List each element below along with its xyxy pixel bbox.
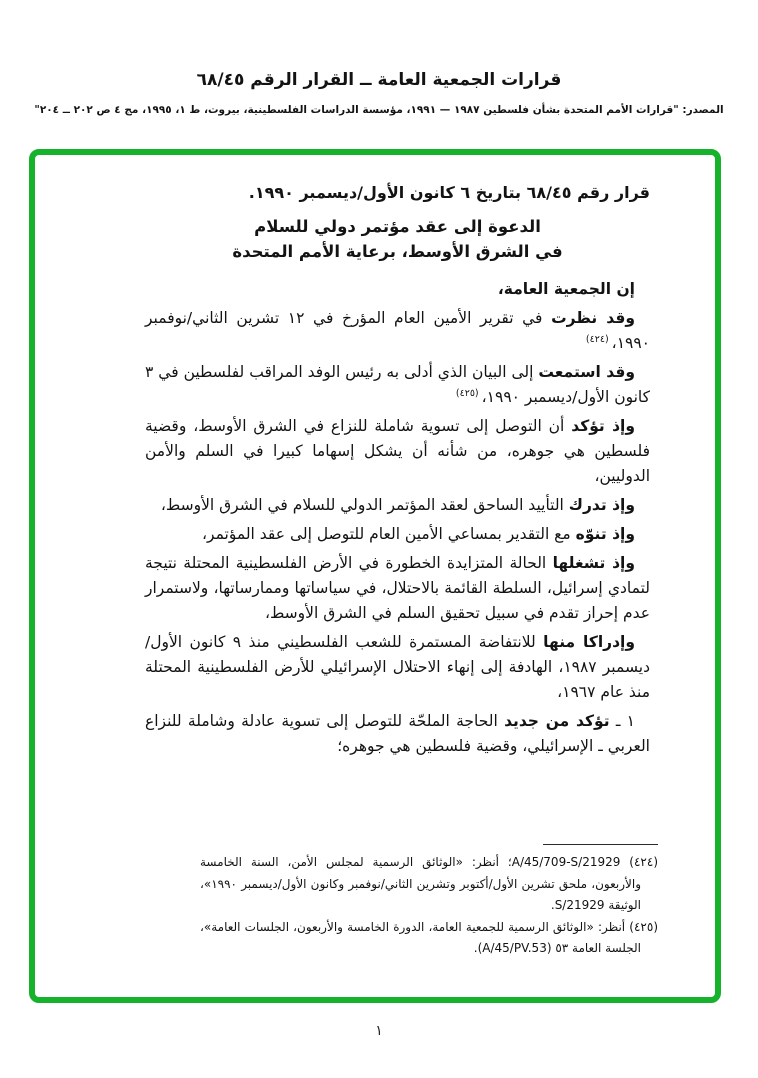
resolution-paragraph: وإذ تشغلها الحالة المتزايدة الخطورة في الأرض الفلسطينية المحتلة نتيجة لتمادي إسرائيل، السلطة القائمة بالاحتلال، في سياساتها وممارساتها، ولاستمرار عدم إحراز تقدم في سبيل تحقيق السلم في الشرق الأوسط،	[145, 554, 650, 622]
resolution-paragraph: وإذ تنوّه مع التقدير بمساعي الأمين العام للتوصل إلى عقد المؤتمر،	[202, 525, 635, 543]
resolution-body	[145, 277, 650, 759]
page-number: ١	[375, 1023, 383, 1039]
resolution-paragraph: وقد استمعت إلى البيان الذي أدلى به رئيس الوفد المراقب لفلسطين في ٣ كانون الأول/ديسمبر ١٩٩٠، $^{(٤٢٥)}$	[145, 363, 650, 406]
paragraph-lead: وإذ تؤكد	[571, 417, 635, 435]
footnote-marker: (٤٢٥)	[629, 919, 658, 934]
resolution-title	[145, 214, 650, 264]
footnote-ref: (٤٢٥)	[455, 388, 482, 399]
footnote-item: (٤٢٤) A/45/709-S/21929؛ أنظر: «الوثائق الرسمية لمجلس الأمن، السنة الخامسة والأربعون، ملحق تشرين الأول/أكتوبر وتشرين الثاني/نوفمبر وكانون الأول/ديسمبر ١٩٩٠»، الوثيقة S/21929.	[200, 855, 658, 912]
resolution-title-line2: في الشرق الأوسط، برعاية الأمم المتحدة	[232, 242, 563, 261]
footnote-list	[200, 852, 658, 960]
resolution-content	[145, 183, 650, 763]
source-citation: المصدر: "قرارات الأمم المتحدة بشأن فلسطين ١٩٨٧ — ١٩٩١، مؤسسة الدراسات الفلسطينية، بيروت، ط ١، ١٩٩٥، مج ٤ ص ٢٠٢ ــ ٢٠٤"	[34, 104, 724, 116]
paragraph-lead: وإذ تدرك	[568, 496, 635, 514]
resolution-paragraph: وإذ تدرك التأييد الساحق لعقد المؤتمر الدولي للسلام في الشرق الأوسط،	[160, 496, 635, 514]
paragraph-lead: وإذ تشغلها	[552, 554, 635, 572]
resolution-heading: قرار رقم ٦٨/٤٥ بتاريخ ٦ كانون الأول/ديسمبر ١٩٩٠.	[248, 183, 650, 202]
footnote-item: (٤٢٥) أنظر: «الوثائق الرسمية للجمعية العامة، الدورة الخامسة والأربعون، الجلسات العامة»، الجلسة العامة ٥٣ (A/45/PV.53).	[200, 919, 658, 955]
footnote-marker: (٤٢٤)	[629, 855, 658, 869]
footnote-ref: (٤٢٤)	[585, 334, 612, 345]
paragraph-lead: إن الجمعية العامة،	[497, 280, 635, 298]
paragraph-lead: وإدراكا منها	[543, 633, 636, 651]
resolution-paragraph: ١ ـ تؤكد من جديد الحاجة الملحّة للتوصل إلى تسوية عادلة وشاملة للنزاع العربي ـ الإسرائيلي، وقضية فلسطين هي جوهره؛	[145, 712, 650, 755]
resolution-paragraph	[145, 277, 650, 302]
paragraph-lead: وإذ تنوّه	[575, 525, 635, 543]
resolution-paragraph: وإذ تؤكد أن التوصل إلى تسوية شاملة للنزاع في الشرق الأوسط، وقضية فلسطين هي جوهره، من شأنه أن يشكل إسهاما كبيرا في السلم والأمن الدوليين،	[145, 417, 650, 485]
resolution-paragraph: وقد نظرت في تقرير الأمين العام المؤرخ في ١٢ تشرين الثاني/نوفمبر ١٩٩٠، $^{(٤٢٤)}$	[145, 309, 650, 352]
paragraph-lead: وقد نظرت	[551, 309, 635, 327]
resolution-title-line1: الدعوة إلى عقد مؤتمر دولي للسلام	[254, 217, 541, 236]
page-title: قرارات الجمعية العامة ــ القرار الرقم ٦٨/٤٥	[196, 70, 562, 90]
footnotes-section	[200, 844, 658, 960]
paragraph-lead: وقد استمعت	[538, 363, 635, 381]
paragraph-lead: تؤكد من جديد	[504, 712, 610, 730]
footnote-separator	[543, 844, 658, 845]
resolution-paragraph: وإدراكا منها للانتفاضة المستمرة للشعب الفلسطيني منذ ٩ كانون الأول/ديسمبر ١٩٨٧، الهادفة إلى إنهاء الاحتلال الإسرائيلي للأرض الفلسطينية المحتلة منذ عام ١٩٦٧،	[145, 633, 650, 701]
